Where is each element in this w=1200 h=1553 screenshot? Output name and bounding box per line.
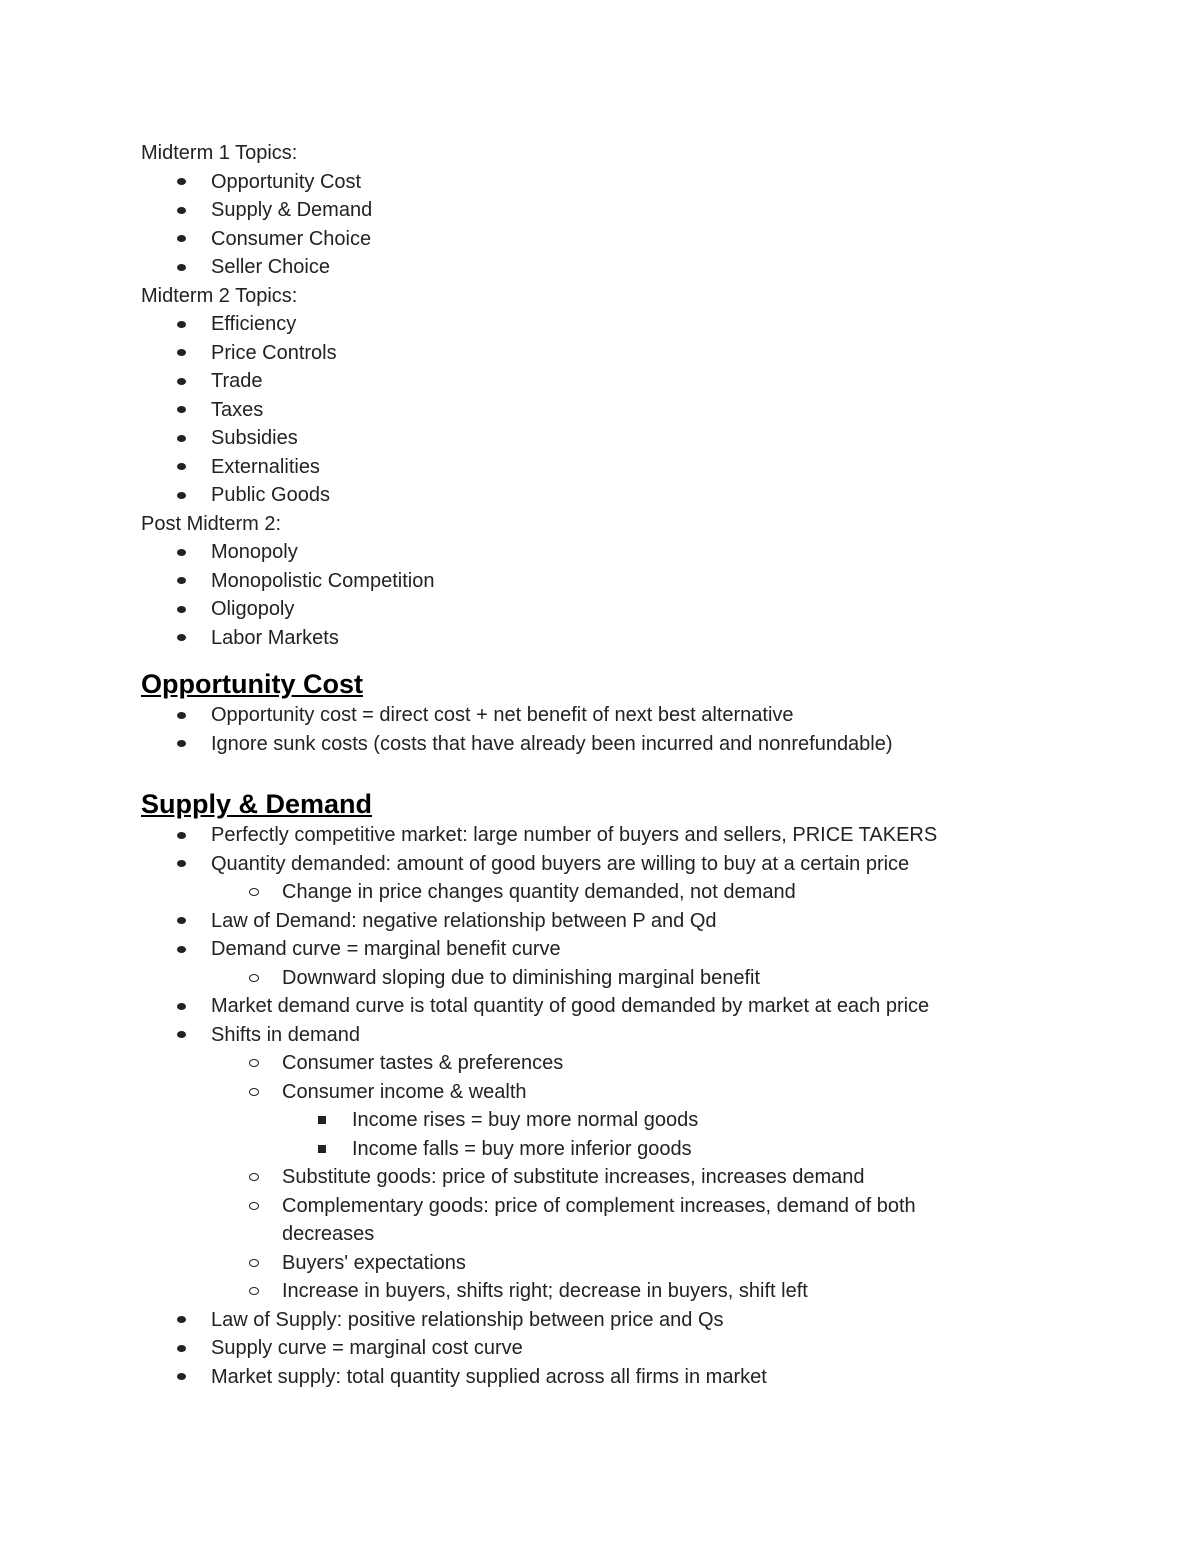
midterm2-label: Midterm 2 Topics: <box>141 284 298 307</box>
sub-list-item: Complementary goods: price of complement increases, demand of both <box>141 1192 1101 1221</box>
list-item: Subsidies <box>141 424 1101 453</box>
section-heading-opportunity-cost: Opportunity Cost <box>141 669 363 699</box>
bullet-dot-icon <box>177 624 186 653</box>
list-item: Seller Choice <box>141 253 1101 282</box>
bullet-dot-icon <box>177 992 186 1021</box>
bullet-dot-icon <box>177 850 186 879</box>
list-item: Taxes <box>141 396 1101 425</box>
bullet-dot-icon <box>177 481 186 510</box>
list-item: Law of Supply: positive relationship between price and Qs <box>141 1306 1101 1335</box>
list-item: Labor Markets <box>141 624 1101 653</box>
bullet-dot-icon <box>177 730 186 759</box>
list-item: Monopolistic Competition <box>141 567 1101 596</box>
bullet-dot-icon <box>177 453 186 482</box>
bullet-circle-icon <box>249 1049 259 1078</box>
list-item: Law of Demand: negative relationship between P and Qd <box>141 907 1101 936</box>
bullet-dot-icon <box>177 595 186 624</box>
bullet-dot-icon <box>177 1363 186 1392</box>
bullet-dot-icon <box>177 821 186 850</box>
bullet-dot-icon <box>177 935 186 964</box>
bullet-dot-icon <box>177 567 186 596</box>
bullet-circle-icon <box>249 1249 259 1278</box>
list-item: Opportunity cost = direct cost + net benefit of next best alternative <box>141 701 1101 730</box>
bullet-dot-icon <box>177 253 186 282</box>
sub-list-item: Change in price changes quantity demanded, not demand <box>141 878 1101 907</box>
list-item: Shifts in demand <box>141 1021 1101 1050</box>
bullet-circle-icon <box>249 964 259 993</box>
bullet-dot-icon <box>177 424 186 453</box>
sub-list-item: Downward sloping due to diminishing marginal benefit <box>141 964 1101 993</box>
list-item: Oligopoly <box>141 595 1101 624</box>
bullet-dot-icon <box>177 907 186 936</box>
list-item: Opportunity Cost <box>141 168 1101 197</box>
bullet-dot-icon <box>177 396 186 425</box>
bullet-dot-icon <box>177 367 186 396</box>
bullet-circle-icon <box>249 1078 259 1107</box>
bullet-dot-icon <box>177 196 186 225</box>
bullet-dot-icon <box>177 1021 186 1050</box>
bullet-circle-icon <box>249 1192 259 1221</box>
bullet-circle-icon <box>249 1277 259 1306</box>
sub-list-item-continuation: decreases <box>282 1223 375 1245</box>
sub-sub-list-item: Income falls = buy more inferior goods <box>141 1135 1101 1164</box>
midterm1-label: Midterm 1 Topics: <box>141 142 298 164</box>
bullet-square-icon <box>318 1135 326 1164</box>
bullet-dot-icon <box>177 1334 186 1363</box>
sub-list-item: Consumer tastes & preferences <box>141 1049 1101 1078</box>
sub-list-item: Consumer income & wealth <box>141 1078 1101 1107</box>
bullet-dot-icon <box>177 339 186 368</box>
sub-list-item: Substitute goods: price of substitute increases, increases demand <box>141 1163 1101 1192</box>
bullet-dot-icon <box>177 538 186 567</box>
list-item: Market supply: total quantity supplied across all firms in market <box>141 1363 1101 1392</box>
list-item: Perfectly competitive market: large number of buyers and sellers, PRICE TAKERS <box>141 821 1101 850</box>
list-item: Monopoly <box>141 538 1101 567</box>
bullet-circle-icon <box>249 1163 259 1192</box>
bullet-dot-icon <box>177 701 186 730</box>
bullet-dot-icon <box>177 225 186 254</box>
bullet-dot-icon <box>177 1306 186 1335</box>
list-item: Supply & Demand <box>141 196 1101 225</box>
list-item: Price Controls <box>141 339 1101 368</box>
list-item: Market demand curve is total quantity of good demanded by market at each price <box>141 992 1101 1021</box>
post-midterm2-label: Post Midterm 2: <box>141 512 282 535</box>
list-item: Consumer Choice <box>141 225 1101 254</box>
sub-list-item: Increase in buyers, shifts right; decrease in buyers, shift left <box>141 1277 1101 1306</box>
bullet-dot-icon <box>177 310 186 339</box>
list-item: Ignore sunk costs (costs that have already been incurred and nonrefundable) <box>141 730 1101 759</box>
section-heading-supply-demand: Supply & Demand <box>141 789 373 819</box>
bullet-square-icon <box>318 1106 326 1135</box>
document-content <box>141 139 1101 1391</box>
list-item: Efficiency <box>141 310 1101 339</box>
list-item: Public Goods <box>141 481 1101 510</box>
list-item: Trade <box>141 367 1101 396</box>
list-item: Externalities <box>141 453 1101 482</box>
sub-sub-list-item: Income rises = buy more normal goods <box>141 1106 1101 1135</box>
bullet-dot-icon <box>177 168 186 197</box>
list-item: Quantity demanded: amount of good buyers are willing to buy at a certain price <box>141 850 1101 879</box>
sub-list-item: Buyers' expectations <box>141 1249 1101 1278</box>
list-item: Supply curve = marginal cost curve <box>141 1334 1101 1363</box>
list-item: Demand curve = marginal benefit curve <box>141 935 1101 964</box>
bullet-circle-icon <box>249 878 259 907</box>
